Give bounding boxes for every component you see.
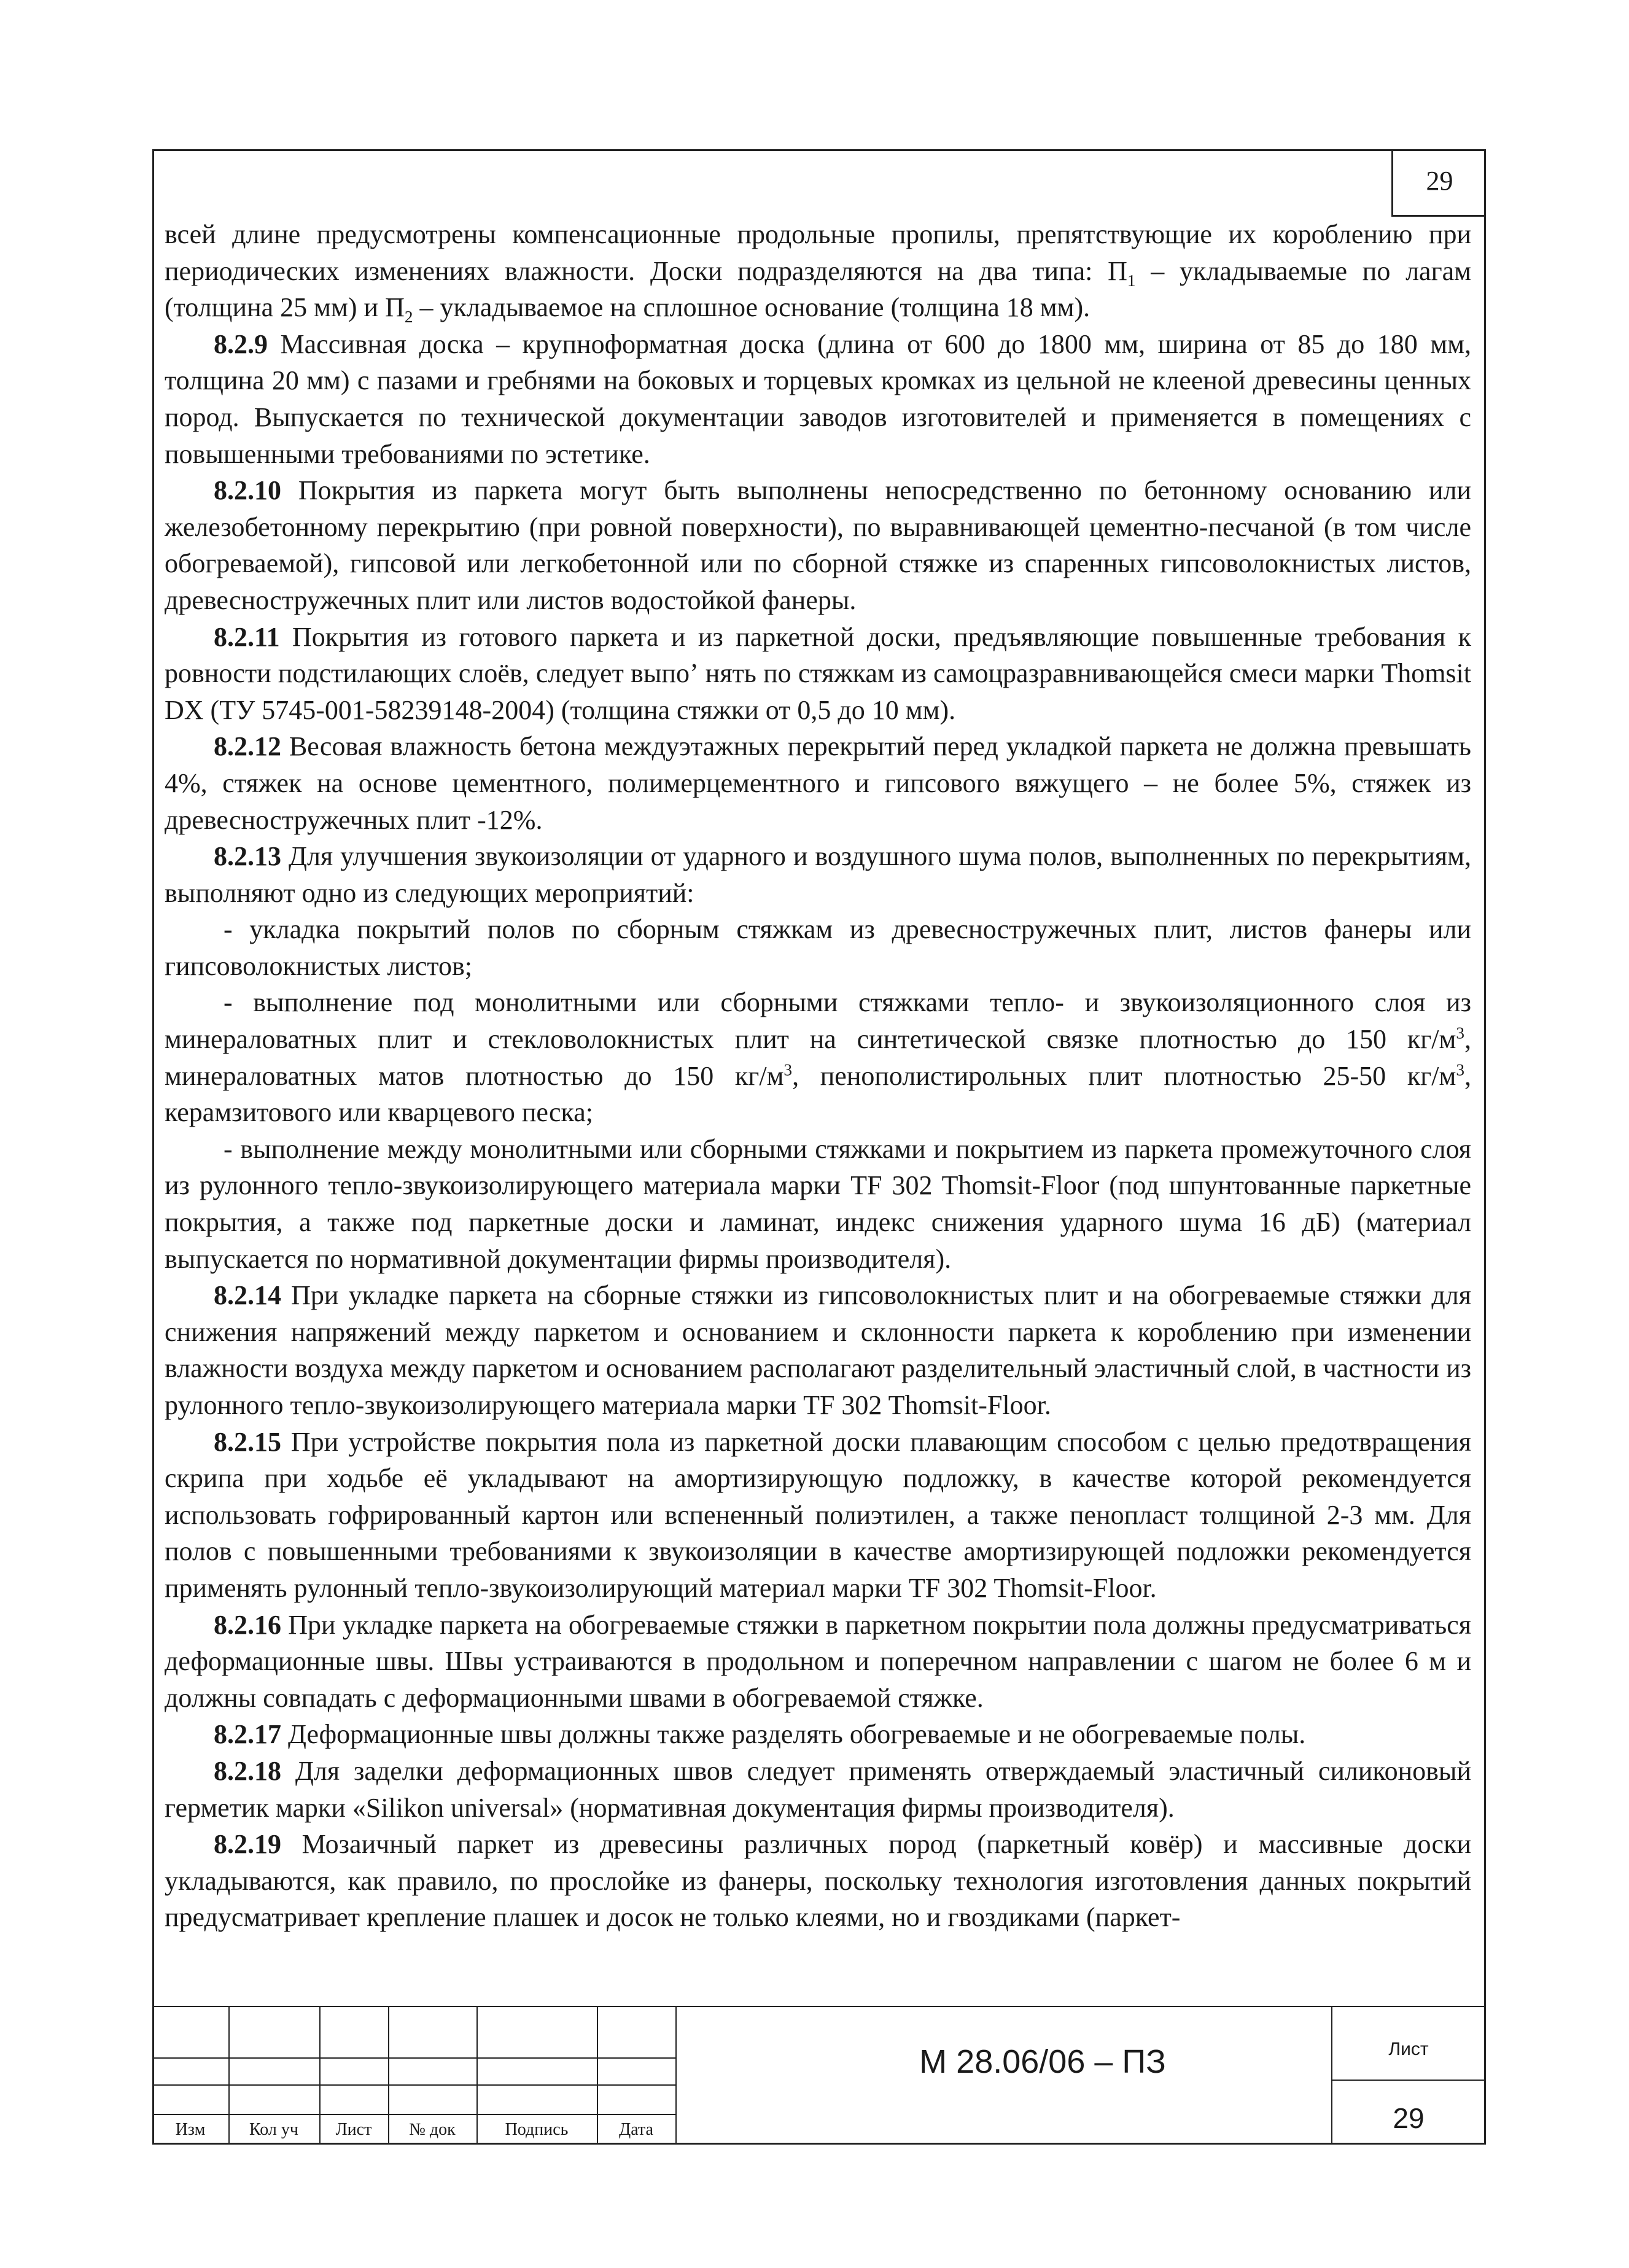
paragraph-8-2-14: 8.2.14 При укладке паркета на сборные стяжки из гипсоволокнистых плит и на обогреваемые стяжки для снижения напряжений между паркетом и основанием и склонности паркета к короблению при изменении влажности воздуха между паркетом и основанием располагают разделительный эластичный слой, в частности из рулонного тепло-звукоизолирующего материала марки TF 302 Thomsit-Floor.: [165, 1280, 1471, 1420]
document-code: М 28.06/06 – ПЗ: [919, 2043, 1166, 2080]
paragraph-8-2-16: 8.2.16 При укладке паркета на обогреваемые стяжки в паркетном покрытии пола должны предусматриваться деформационные швы. Швы устраиваются в продольном и поперечном направлении с шагом не более 6 м и должны совпадать с деформационными швами в обогреваемой стяжке.: [165, 1609, 1471, 1713]
paragraph-8-2-13: 8.2.13 Для улучшения звукоизоляции от ударного и воздушного шума полов, выполненных по перекрытиям, выполняют одно из следующих мероприятий:: [165, 841, 1471, 908]
list-item: - укладка покрытий полов по сборным стяжкам из древесностружечных плит, листов фанеры или гипсоволокнистых листов;: [165, 914, 1471, 981]
paragraph-8-2-18: 8.2.18 Для заделки деформационных швов следует применять отверждаемый эластичный силиконовый герметик марки «Silikon universal» (нормативная документация фирмы производителя).: [165, 1755, 1471, 1823]
list-item: - выполнение между монолитными или сборными стяжками и покрытием из паркета промежуточного слоя из рулонного тепло-звукоизолирующего материала марки TF 302 Thomsit-Floor (под шпунтованные паркетные покрытия, а также под паркетные доски и ламинат, индекс снижения ударного шума 16 дБ) (материал выпускается по нормативной документации фирмы производителя).: [165, 1133, 1471, 1274]
paragraph-8-2-12: 8.2.12 Весовая влажность бетона междуэтажных перекрытий перед укладкой паркета не должна превышать 4%, стяжек на основе цементного, полимерцементного и гипсового вяжущего – не более 5%, стяжек из древесностружечных плит -12%.: [165, 731, 1471, 835]
paragraph: всей длине предусмотрены компенсационные продольные пропилы, препятствующие их короблению при периодических изменениях влажности. Доски подразделяются на два типа: $П_1$ – укладываемые по лагам (толщина 25 мм) и $П_2$ – укладываемое на сплошное основание (толщина 18 мм).: [165, 219, 1471, 326]
stamp-col-podpis: Подпись: [505, 2120, 569, 2139]
paragraph-8-2-19: 8.2.19 Мозаичный паркет из древесины различных пород (паркетный ковёр) и массивные доски укладываются, как правило, по прослойке из фанеры, поскольку технология изготовления данных покрытий предусматривает крепление плашек и досок не только клеями, но и гвоздиками (паркет-: [165, 1829, 1471, 1933]
stamp-col-no-dok: № док: [409, 2120, 456, 2139]
stamp-col-data: Дата: [619, 2120, 653, 2139]
page-number: 29: [1391, 149, 1486, 217]
paragraph-8-2-17: 8.2.17 Деформационные швы должны также разделять обогреваемые и не обогреваемые полы.: [214, 1719, 1306, 1750]
paragraph-8-2-15: 8.2.15 При устройстве покрытия пола из паркетной доски плавающим способом с целью предотвращения скрипа при ходьбе её укладывают на амортизирующую подложку, в качестве которой рекомендуется использовать гофрированный картон или вспененный полиэтилен, а также пенопласт толщиной 2-3 мм. Для полов с повышенными требованиями к звукоизоляции в качестве амортизирующей подложки рекомендуется применять рулонный тепло-звукоизолирующий материал марки TF 302 Thomsit-Floor.: [165, 1426, 1471, 1603]
stamp-col-list: Лист: [335, 2120, 372, 2139]
stamp-col-line: [675, 2006, 677, 2145]
stamp-sheet-line: [1331, 2080, 1486, 2081]
paragraph-8-2-10: 8.2.10 Покрытия из паркета могут быть выполнены непосредственно по бетонному основанию или железобетонному перекрытию (при ровной поверхности), по выравнивающей цементно-песчаной (в том числе обогреваемой), гипсовой или легкобетонной или по сборной стяжке из спаренных гипсоволокнистых листов, древесностружечных плит или листов водостойкой фанеры.: [165, 475, 1471, 615]
body-text: [165, 216, 1471, 1936]
stamp-top-line: [152, 2006, 1486, 2007]
sheet-number: 29: [1393, 2102, 1425, 2134]
list-item: - выполнение под монолитными или сборными стяжками тепло- и звукоизоляционного слоя из минераловатных плит и стекловолокнистых плит на синтетической связке плотностью до 150 $кг/м^3$, минераловатных матов плотностью до 150 $кг/м^3$, пенополистирольных плит плотностью 25-50 $кг/м^3$, керамзитового или кварцевого песка;: [165, 987, 1471, 1128]
title-block: [152, 2006, 1486, 2145]
stamp-col-izm: Изм: [175, 2120, 206, 2139]
paragraph-8-2-9: 8.2.9 Массивная доска – крупноформатная доска (длина от 600 до 1800 мм, ширина от 85 до 180 мм, толщина 20 мм) с пазами и гребнями на боковых и торцевых кромках из цельной не клееной древесины ценных пород. Выпускается по технической документации заводов изготовителей и применяется в помещениях с повышенными требованиями по эстетике.: [165, 328, 1471, 469]
sheet-label: Лист: [1388, 2039, 1429, 2059]
stamp-col-kol-uch: Кол уч: [249, 2120, 298, 2139]
paragraph-8-2-11: 8.2.11 Покрытия из готового паркета и из паркетной доски, предъявляющие повышенные требования к ровности подстилающих слоёв, следует выпоʼ нять по стяжкам из самоцразравнивающейся смеси марки Thomsit DX (ТУ 5745-001-58239148-2004) (толщина стяжки от 0,5 до 10 мм).: [165, 621, 1471, 725]
